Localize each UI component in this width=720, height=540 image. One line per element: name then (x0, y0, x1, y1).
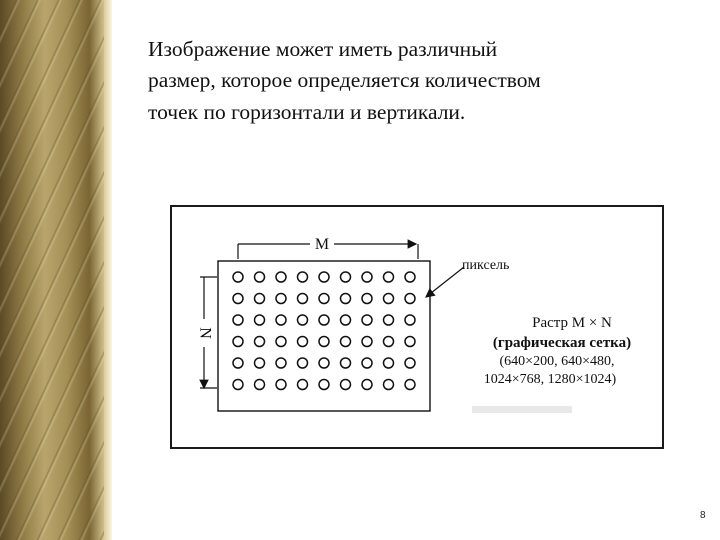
raster-diagram-svg (172, 207, 662, 447)
raster-title: Растр M × N (532, 315, 612, 331)
decorative-side-border (0, 0, 112, 540)
pixel-pointer-arrow (426, 267, 464, 297)
pixel-label: пиксель (462, 258, 510, 273)
resolutions-line-2: 1024×768, 1280×1024) (483, 372, 617, 387)
faded-caption-remnant (472, 406, 572, 413)
slide-body-text: Изображение может иметь различный размер, которое определяется количеством точек по горизонтали и вертикали. (148, 37, 541, 124)
m-label: M (314, 236, 330, 253)
raster-subtitle: (графическая сетка) (492, 335, 632, 351)
n-label: N (196, 327, 214, 339)
page-number: 8 (700, 510, 706, 521)
resolutions-line-1: (640×200, 640×480, (499, 354, 615, 369)
raster-diagram (170, 205, 664, 449)
